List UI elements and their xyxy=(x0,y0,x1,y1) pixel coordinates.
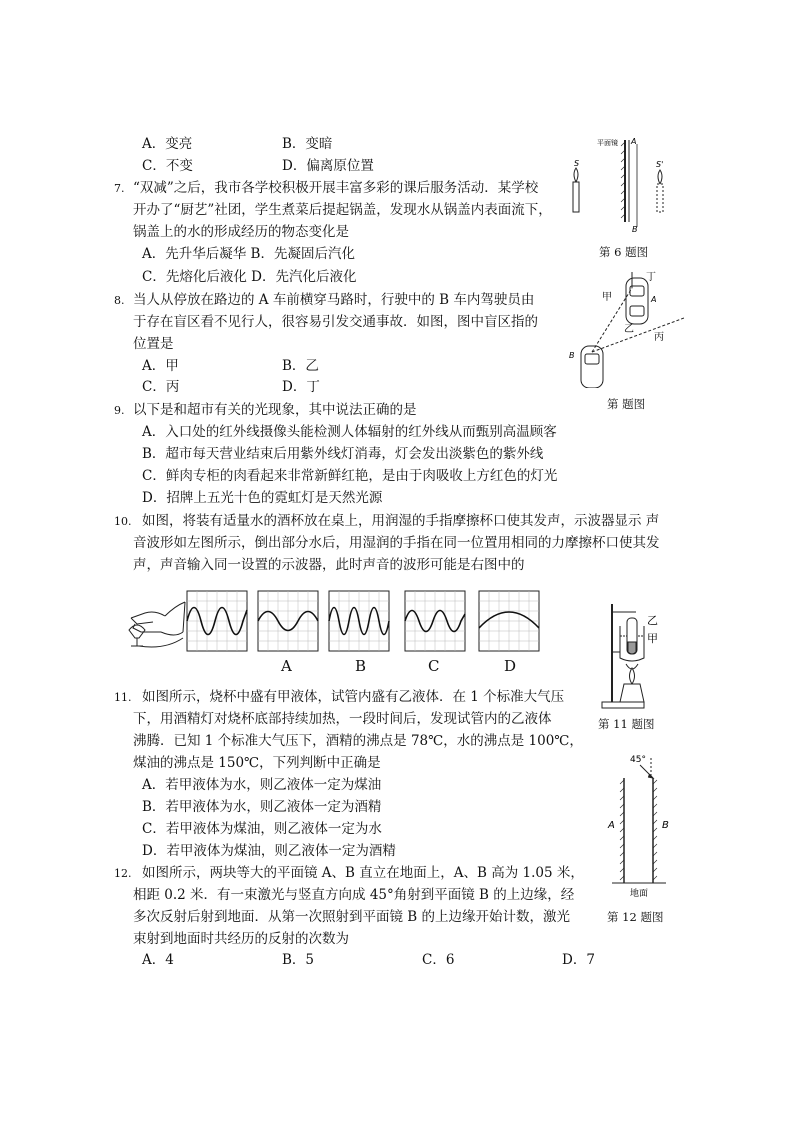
q8-stem-line: 当人从停放在路边的 A 车前横穿马路时，行驶中的 B 车内驾驶员由 xyxy=(133,292,535,308)
alcohol-lamp-icon xyxy=(620,684,644,702)
label-yi: 乙 xyxy=(624,324,634,335)
q12-stem-line: 相距 0.2 米．有一束激光与竖直方向成 45°角射到平面镜 B 的上边缘，经 xyxy=(133,887,575,903)
q6-option-c: C．不变 xyxy=(142,158,193,174)
q12-option-a: A．4 xyxy=(142,952,174,968)
q10-stem-line: 声，声音输入同一设置的示波器，此时声音的波形可能是右图中的 xyxy=(133,557,525,573)
label-ground: 地面 xyxy=(630,889,649,899)
q6-option-a: A．变亮 xyxy=(142,136,193,152)
label-a: A xyxy=(631,137,637,146)
q12-option-d: D．7 xyxy=(562,952,595,968)
q6-option-d: D．偏离原位置 xyxy=(282,158,374,174)
q12-stem-line: 束射到地面时共经历的反射的次数为 xyxy=(133,931,349,947)
q7-stem-line: 开办了“厨艺”社团，学生煮菜后提起锅盖，发现水从锅盖内表面流下， xyxy=(133,202,552,218)
q9-option-b: B．超市每天营业结束后用紫外线灯消毒，灯会发出淡紫色的紫外线 xyxy=(142,446,544,462)
q12-option-c: C．6 xyxy=(422,952,455,968)
fig12-caption: 第 12 题图 xyxy=(607,910,664,924)
q10-stem-line: 如图，将装有适量水的酒杯放在桌上，用润湿的手指摩擦杯口使其发声，示波器显示 声 xyxy=(142,513,660,529)
fig11-heating-figure xyxy=(590,598,670,710)
q11-option-d: D．若甲液体为煤油，则乙液体一定为酒精 xyxy=(142,843,396,859)
q9-stem: 以下是和超市有关的光现象，其中说法正确的是 xyxy=(133,402,417,418)
q9-option-c: C．鲜肉专柜的肉看起来非常新鲜红艳，是由于肉吸收上方红色的灯光 xyxy=(142,468,558,484)
wave-label-b: B xyxy=(355,657,367,675)
q8-option-a: A．甲 xyxy=(142,358,179,374)
q9-option-d: D．招牌上五光十色的霓虹灯是天然光源 xyxy=(142,490,383,506)
q10-stem-line: 音波形如左图所示，倒出部分水后，用湿润的手指在同一位置用相同的力摩擦杯口使其发 xyxy=(133,535,660,551)
car-b-icon xyxy=(581,346,603,388)
q7-options-cd: C．先熔化后液化 D．先汽化后液化 xyxy=(142,269,357,285)
q11-option-a: A．若甲液体为水，则乙液体一定为煤油 xyxy=(142,777,382,793)
q7-number: 7. xyxy=(114,182,125,195)
label-a: A xyxy=(608,820,615,831)
q11-stem-line: 下，用酒精灯对烧杯底部持续加热，一段时间后，发现试管内的乙液体 xyxy=(133,711,552,727)
label-bing: 丙 xyxy=(654,332,664,343)
q8-number: 8. xyxy=(114,294,125,307)
q11-stem-line: 如图所示，烧杯中盛有甲液体，试管内盛有乙液体．在 1 个标准大气压 xyxy=(142,689,565,705)
fig8-blind-zone-figure xyxy=(566,268,688,388)
q10-number: 10. xyxy=(114,515,132,528)
q11-stem-line: 煤油的沸点是 150℃，下列判断中正确是 xyxy=(133,755,381,771)
q8-option-b: B．乙 xyxy=(282,358,319,374)
q10-waveform-figure xyxy=(125,588,565,678)
q7-stem-line: 锅盖上的水的形成经历的物态变化是 xyxy=(133,224,349,240)
q8-option-c: C．丙 xyxy=(142,379,180,395)
q12-number: 12. xyxy=(114,867,132,880)
label-jia: 甲 xyxy=(647,632,658,645)
q11-option-c: C．若甲液体为煤油，则乙液体一定为水 xyxy=(142,821,382,837)
q8-stem-line: 位置是 xyxy=(133,336,174,352)
stand-base xyxy=(602,702,644,708)
label-b: B xyxy=(569,351,575,360)
q9-number: 9. xyxy=(114,404,125,417)
q11-stem-line: 沸腾．已知 1 个标准大气压下，酒精的沸点是 78℃，水的沸点是 100℃， xyxy=(133,733,583,749)
q7-stem-line: “双减”之后，我市各学校积极开展丰富多彩的课后服务活动．某学校 xyxy=(133,180,539,196)
label-jia: 甲 xyxy=(602,292,612,303)
label-ding: 丁 xyxy=(646,272,656,283)
label-a: A xyxy=(651,295,657,304)
fig8-caption: 第 题图 xyxy=(607,397,646,411)
label-angle: 45° xyxy=(630,755,646,765)
q12-stem-line: 多次反射后射到地面．从第一次照射到平面镜 B 的上边缘开始计数，激光 xyxy=(133,909,571,925)
candle-icon xyxy=(573,182,579,212)
label-s: S xyxy=(574,159,580,168)
mirror-label: 平面镜 xyxy=(597,139,618,147)
label-s-prime: S' xyxy=(656,160,664,169)
fig11-caption: 第 11 题图 xyxy=(598,717,655,731)
q12-option-b: B．5 xyxy=(282,952,315,968)
q11-number: 11. xyxy=(114,691,132,704)
label-yi: 乙 xyxy=(647,614,658,627)
fig6-mirror-figure xyxy=(560,132,685,232)
hand-glass-icon xyxy=(129,602,185,647)
q8-option-d: D．丁 xyxy=(282,379,320,395)
car-a-icon xyxy=(626,278,648,324)
q6-option-b: B．变暗 xyxy=(282,136,333,152)
fig12-mirrors-figure xyxy=(596,748,686,902)
wave-label-c: C xyxy=(428,657,440,675)
q12-stem-line: 如图所示，两块等大的平面镜 A、B 直立在地面上，A、B 高为 1.05 米， xyxy=(142,865,584,881)
label-b: B xyxy=(632,225,638,232)
q8-stem-line: 于存在盲区看不见行人，很容易引发交通事故．如图，图中盲区指的 xyxy=(133,314,538,330)
candle-image-icon xyxy=(657,184,663,212)
q7-options-ab: A．先升华后凝华 B．先凝固后汽化 xyxy=(142,246,355,262)
label-b: B xyxy=(662,820,669,831)
wave-label-a: A xyxy=(281,657,292,675)
q9-option-a: A．入口处的红外线摄像头能检测人体辐射的红外线从而甄别高温顾客 xyxy=(142,424,557,440)
wave-label-d: D xyxy=(504,657,517,675)
q11-option-b: B．若甲液体为水，则乙液体一定为酒精 xyxy=(142,799,382,815)
fig6-caption: 第 6 题图 xyxy=(599,245,649,259)
